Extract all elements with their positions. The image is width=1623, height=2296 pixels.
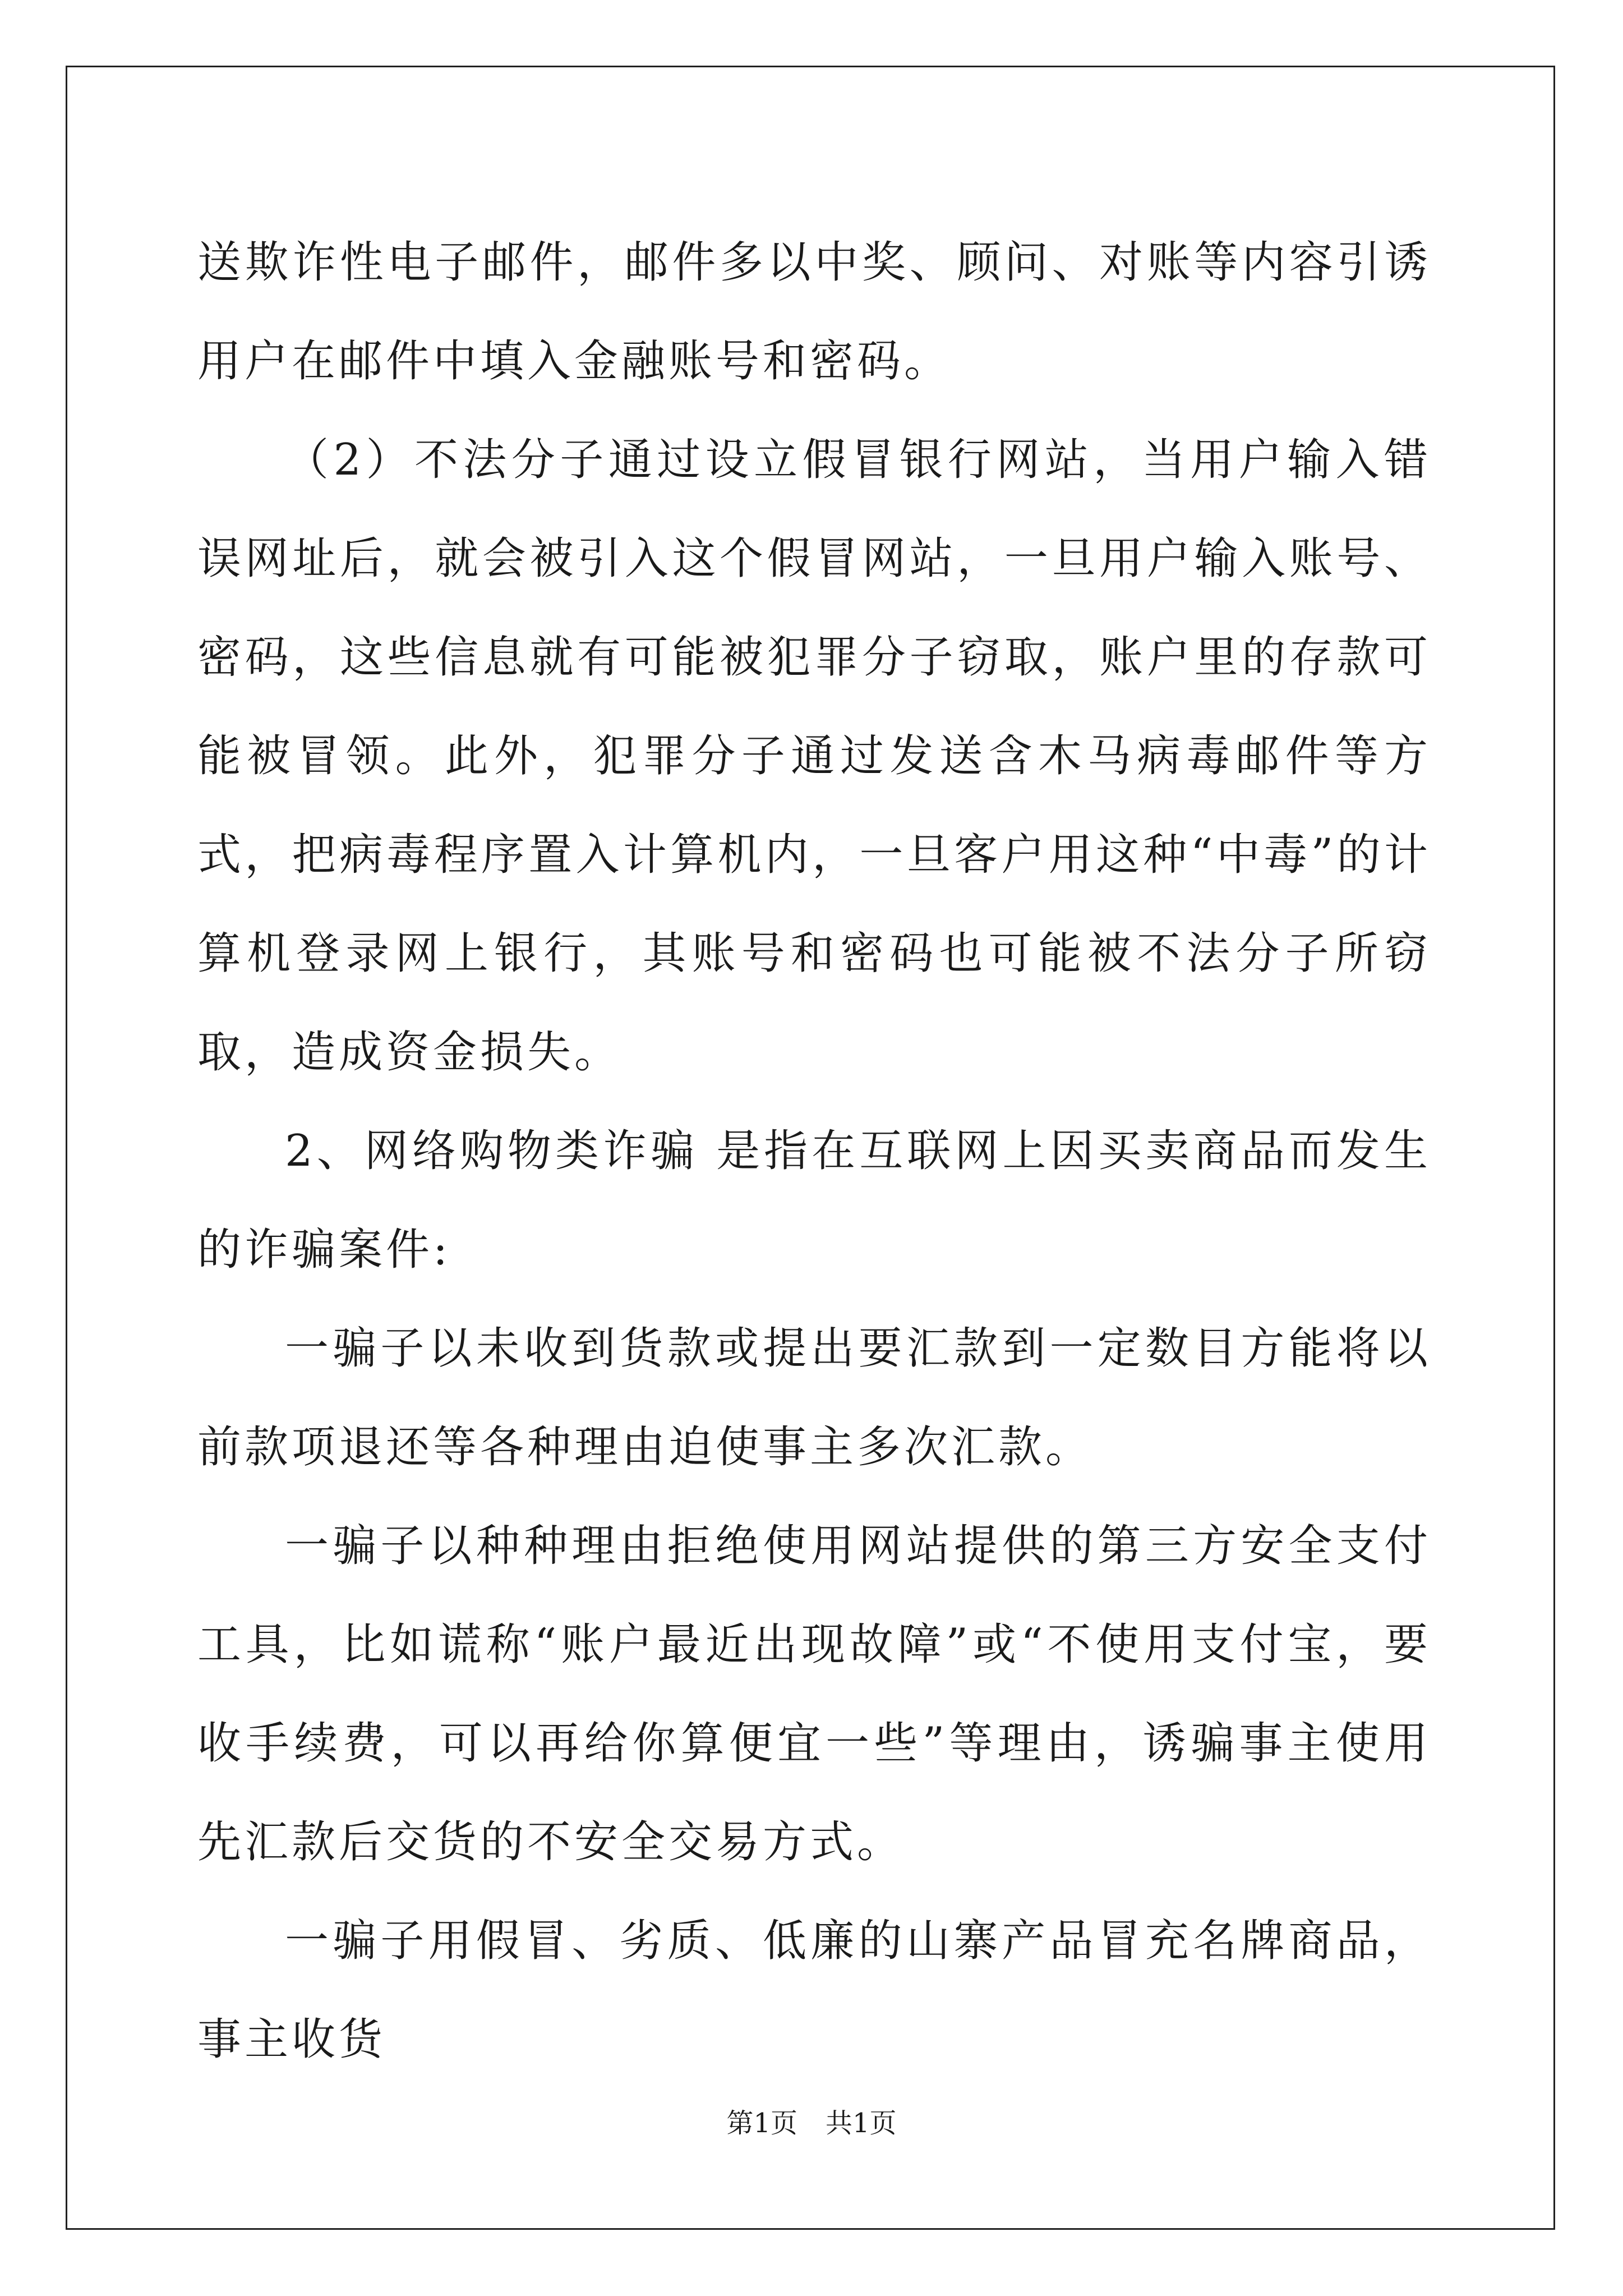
paragraph-fraud-item-1: 一骗子以未收到货款或提出要汇款到一定数目方能将以前款项退还等各种理由迫使事主多次汇款。 [197,1323,1431,1473]
paragraph-fraud-item-2: 一骗子以种种理由拒绝使用网站提供的第三方安全支付工具，比如谎称“账户最近出现故障”或“不使用支付宝，要收手续费，可以再给你算便宜一些”等理由，诱骗事主使用先汇款后交货的不安全交易方式。 [197,1521,1431,1867]
paragraph-fraud-item-3: 一骗子用假冒、劣质、低廉的山寨产品冒充名牌商品，事主收货 [197,1916,1431,2065]
paragraph-online-shopping-fraud: 2、网络购物类诈骗 是指在互联网上因买卖商品而发生的诈骗案件: [197,1126,1431,1275]
page-footer [0,2106,1623,2140]
page-total: 共1页 [826,2108,897,2139]
document-body [197,213,1431,2089]
paragraph-continuation: 送欺诈性电子邮件，邮件多以中奖、顾问、对账等内容引诱用户在邮件中填入金融账号和密码。 [197,237,1431,386]
paragraph-fake-bank-site: （2）不法分子通过设立假冒银行网站，当用户输入错误网址后，就会被引入这个假冒网站，一旦用户输入账号、密码，这些信息就有可能被犯罪分子窃取，账户里的存款可能被冒领。此外，犯罪分子通过发送含木马病毒邮件等方式，把病毒程序置入计算机内，一旦客户用这种“中毒”的计算机登录网上银行，其账号和密码也可能被不法分子所窃取，造成资金损失。 [197,435,1431,1078]
page-number: 第1页 [726,2108,797,2139]
